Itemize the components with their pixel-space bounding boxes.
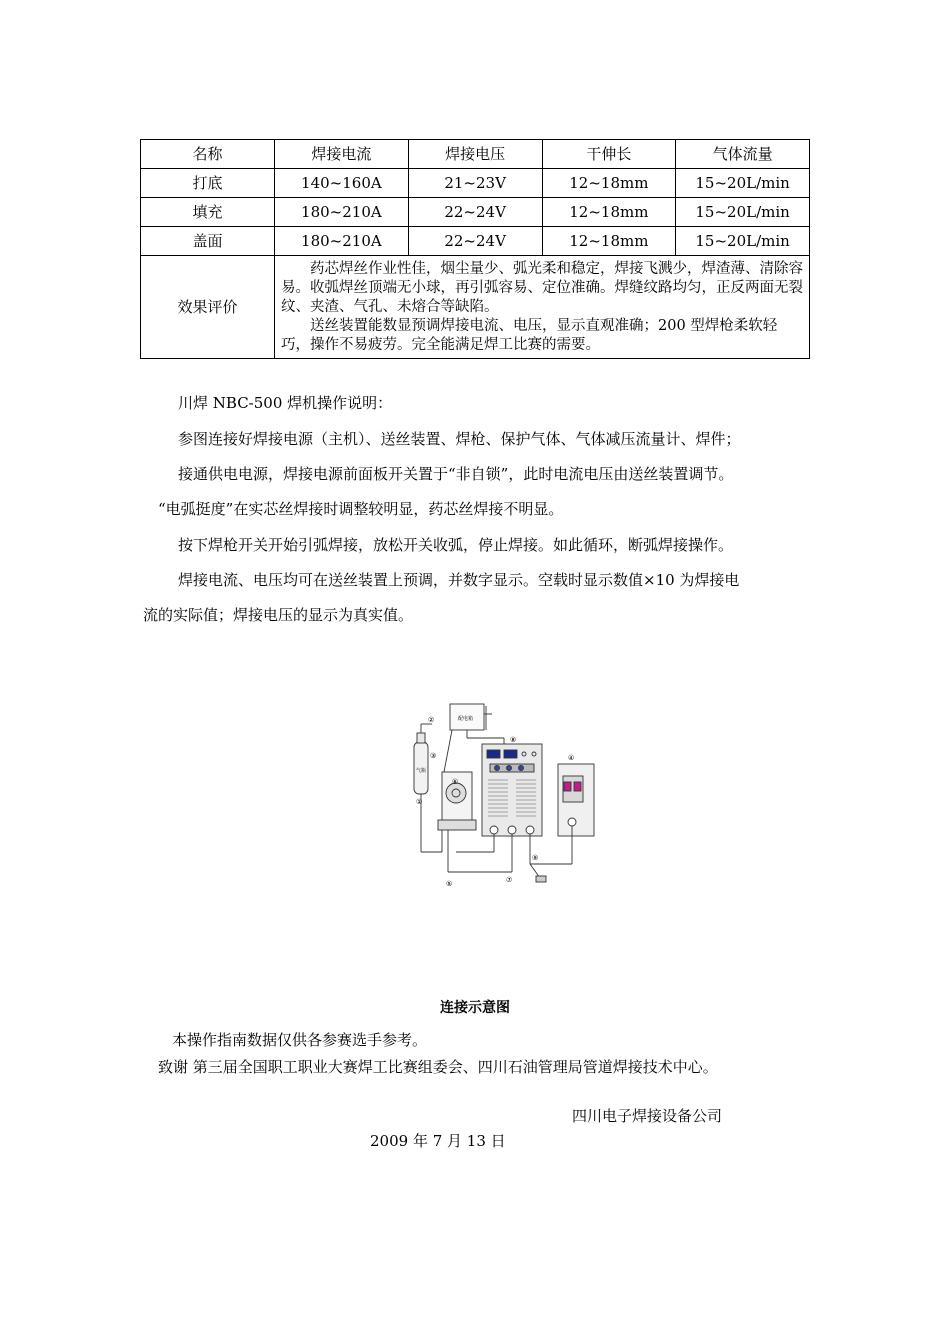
table-cell: 22~24V xyxy=(408,227,542,256)
connection-diagram xyxy=(412,702,602,892)
table-cell: 12~18mm xyxy=(542,198,676,227)
table-cell: 打底 xyxy=(141,169,275,198)
table-row xyxy=(141,227,810,256)
table-cell: 140~160A xyxy=(275,169,409,198)
instruction-paragraph: 按下焊枪开关开始引弧焊接，放松开关收弧，停止焊接。如此循环，断弧焊接操作。 xyxy=(178,536,734,554)
table-cell: 12~18mm xyxy=(542,227,676,256)
evaluation-row xyxy=(141,256,810,359)
document-date: 2009 年 7 月 13 日 xyxy=(370,1132,506,1150)
header-cell: 名称 xyxy=(141,140,275,169)
header-cell: 焊接电压 xyxy=(408,140,542,169)
marker-1: ① xyxy=(416,798,423,806)
table-row xyxy=(141,169,810,198)
parameter-table xyxy=(140,139,810,359)
table-cell: 12~18mm xyxy=(542,169,676,198)
marker-3: ③ xyxy=(430,752,437,760)
evaluation-paragraph: 送丝装置能数显预调焊接电流、电压，显示直观准确；200 型焊枪柔软轻巧，操作不易疲劳。完全能满足焊工比赛的需要。 xyxy=(281,318,778,353)
table-cell: 180~210A xyxy=(275,198,409,227)
instruction-paragraph: 流的实际值；焊接电压的显示为真实值。 xyxy=(143,606,414,624)
table-cell: 15~20L/min xyxy=(676,198,810,227)
table-cell: 21~23V xyxy=(408,169,542,198)
marker-2: ② xyxy=(428,716,435,724)
gas-cylinder-label: 气瓶 xyxy=(416,768,427,774)
diagram-caption: 连接示意图 xyxy=(440,1000,510,1016)
table-cell: 盖面 xyxy=(141,227,275,256)
reference-note: 本操作指南数据仅供各参赛选手参考。 xyxy=(172,1031,428,1049)
table-cell: 填充 xyxy=(141,198,275,227)
marker-9: ⑨ xyxy=(532,854,539,862)
marker-5: ⑤ xyxy=(446,880,453,888)
table-cell: 22~24V xyxy=(408,198,542,227)
header-cell: 焊接电流 xyxy=(275,140,409,169)
evaluation-text xyxy=(275,256,810,359)
evaluation-label: 效果评价 xyxy=(141,256,275,359)
instruction-paragraph: 焊接电流、电压均可在送丝装置上预调，并数字显示。空载时显示数值×10 为焊接电 xyxy=(178,571,740,589)
marker-7: ⑦ xyxy=(506,876,513,884)
table-cell: 15~20L/min xyxy=(676,169,810,198)
marker-4: ④ xyxy=(568,754,575,762)
table-header-row xyxy=(141,140,810,169)
evaluation-paragraph: 药芯焊丝作业性佳，烟尘量少、弧光柔和稳定，焊接飞溅少，焊渣薄、清除容易。收弧焊丝顶端无小球，再引弧容易、定位准确。焊缝纹路均匀，正反两面无裂纹、夹渣、气孔、未熔合等缺陷。 xyxy=(281,261,803,315)
instruction-paragraph: “电弧挺度”在实芯丝焊接时调整较明显，药芯丝焊接不明显。 xyxy=(158,500,564,518)
instructions-title: 川焊 NBC-500 焊机操作说明： xyxy=(178,394,393,412)
marker-6: ⑥ xyxy=(452,778,459,786)
table-cell: 180~210A xyxy=(275,227,409,256)
instruction-paragraph: 参图连接好焊接电源（主机）、送丝装置、焊枪、保护气体、气体减压流量计、焊件； xyxy=(178,430,741,448)
acknowledgement: 致谢 第三届全国职工职业大赛焊工比赛组委会、四川石油管理局管道焊接技术中心。 xyxy=(158,1058,718,1076)
table-row xyxy=(141,198,810,227)
table-cell: 15~20L/min xyxy=(676,227,810,256)
marker-8: ⑧ xyxy=(510,736,517,744)
distribution-box-label: 配电箱 xyxy=(458,716,474,722)
header-cell: 气体流量 xyxy=(676,140,810,169)
header-cell: 干伸长 xyxy=(542,140,676,169)
company-name: 四川电子焊接设备公司 xyxy=(572,1107,723,1125)
instruction-paragraph: 接通供电电源，焊接电源前面板开关置于“非自锁”，此时电流电压由送丝装置调节。 xyxy=(178,465,734,483)
